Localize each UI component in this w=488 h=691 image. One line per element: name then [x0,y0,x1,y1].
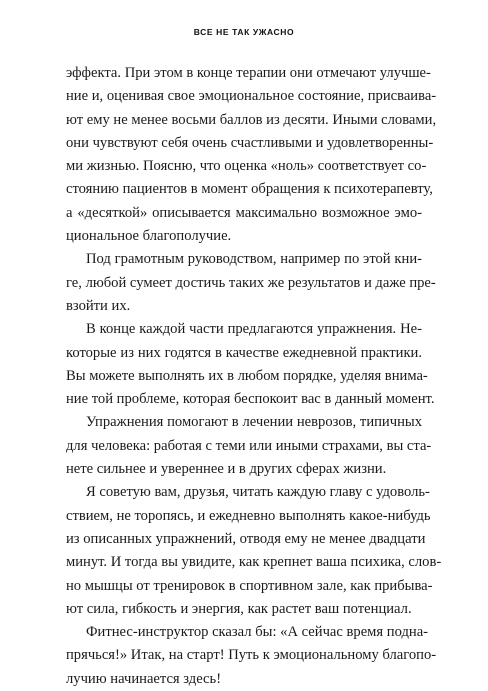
running-head: ВСЕ НЕ ТАК УЖАСНО [193,27,295,37]
text-line: Под грамотным руководством, например по этой кни- [86,251,422,268]
text-line: взойти их. [66,297,131,314]
text-line: они чувствуют себя очень счастливыми и удовлетворенны- [66,134,434,151]
text-line: а «десяткой» описывается максимально возможное эмо- [66,204,422,221]
text-line: ге, любой сумеет достичь таких же результатов и даже пре- [66,274,436,291]
text-line: нете сильнее и увереннее и в других сферах жизни. [66,461,387,478]
text-line: лучию начинается здесь! [66,670,222,687]
paragraph [66,62,437,248]
paragraph [66,248,436,318]
paragraph [66,481,442,621]
text-line: Фитнес-инструктор сказал бы: «А сейчас время подна- [86,624,429,641]
text-line: ми жизнью. Поясню, что оценка «ноль» соответствует со- [66,158,427,175]
text-line: ние той проблеме, которая беспокоит вас в данный момент. [66,391,435,408]
text-line: из описанных упражнений, отводя ему не менее двадцати [66,530,426,547]
text-line: Вы можете выполнять их в любом порядке, уделяя внима- [66,367,428,384]
text-line: Упражнения помогают в лечении неврозов, типичных [86,414,422,431]
text-line: эффекта. При этом в конце терапии они отмечают улучше- [66,65,431,81]
text-line: ют ему не менее восьми баллов из десяти. Иными словами, [66,111,437,128]
text-line: минут. И тогда вы увидите, как крепнет ваша психика, слов- [66,554,442,571]
paragraph [66,318,435,411]
body-text [66,62,442,691]
text-line: которые из них годятся в качестве ежедневной практики. [66,344,422,361]
text-line: для человека: работая с теми или иными страхами, вы ста- [66,437,432,454]
text-line: ние и, оценивая свое эмоциональное состояние, присваива- [66,88,437,105]
text-line: В конце каждой части предлагаются упражнения. Не- [86,321,422,338]
text-line: ют сила, гибкость и энергия, как растет ваш потенциал. [66,600,412,617]
text-line: но мышцы от тренировок в спортивном зале, как прибыва- [66,577,433,594]
paragraph [66,411,432,481]
text-line: Я советую вам, друзья, читать каждую главу с удоволь- [86,484,430,501]
text-line: прячься!» Итак, на старт! Путь к эмоциональному благопо- [66,647,437,664]
paragraph [66,621,437,691]
text-line: циональное благополучие. [66,228,232,245]
text-line: ствием, не торопясь, и ежедневно выполнять какое-нибудь [66,507,431,524]
text-line: стоянию пациентов в момент обращения к психотерапевту, [66,181,433,198]
